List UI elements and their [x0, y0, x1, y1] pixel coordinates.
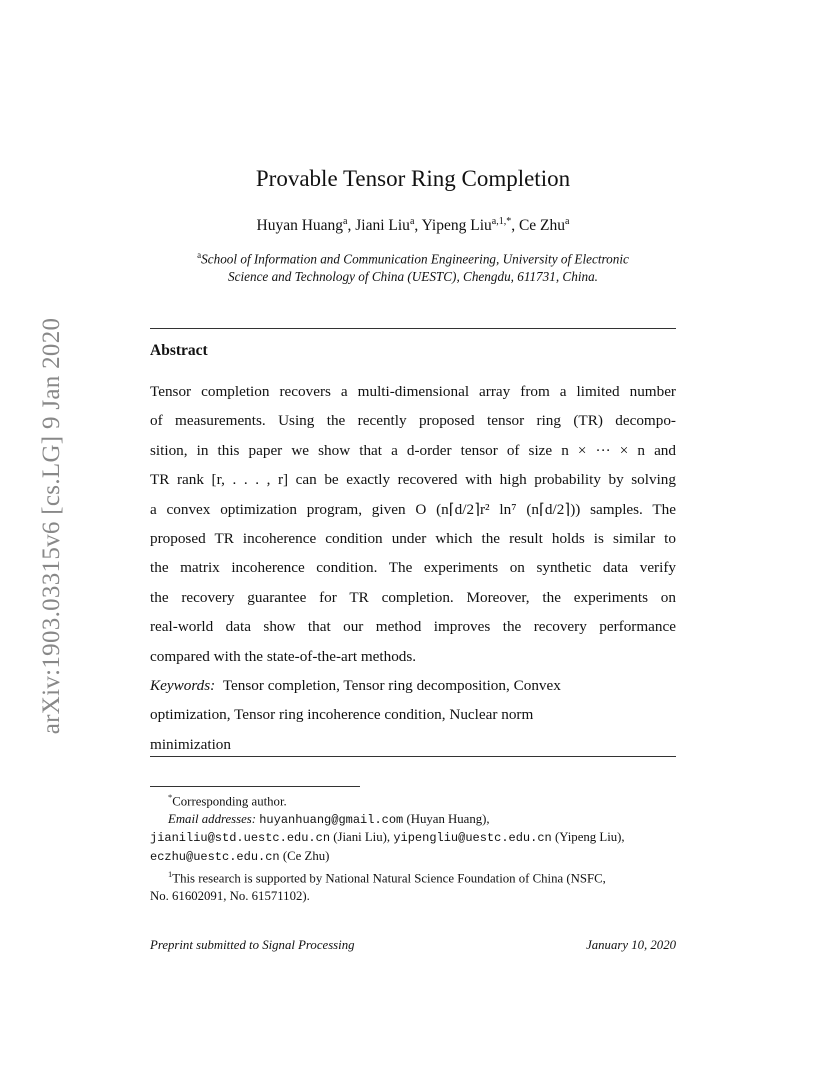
- bottom-rule: [150, 756, 676, 757]
- footnote-rule: [150, 786, 360, 787]
- abstract-line: Tensor completion recovers a multi-dimensional array from a limited number: [150, 383, 676, 400]
- footnote-funding: No. 61602091, No. 61571102).: [150, 889, 310, 904]
- keywords-line: minimization: [150, 735, 231, 753]
- abstract-line: sition, in this paper we show that a d-order tensor of size n × ··· × n and: [150, 441, 676, 459]
- arxiv-id: arXiv:1903.03315v6 [cs.LG] 9 Jan 2020: [38, 317, 65, 735]
- keywords-line: optimization, Tensor ring incoherence condition, Nuclear norm: [150, 706, 534, 724]
- abstract-line: the recovery guarantee for TR completion. Moreover, the experiments on: [150, 588, 676, 606]
- footnote-funding: $^1$This research is supported by National Natural Science Foundation of China (NSFC,: [168, 869, 606, 886]
- email-link[interactable]: jianiliu@std.uestc.edu.cn: [150, 831, 331, 846]
- top-rule: [150, 328, 676, 329]
- author-affil-mark: a: [409, 216, 415, 227]
- email-label: Email addresses:: [168, 811, 257, 826]
- author-affil-mark: a: [343, 216, 348, 227]
- footnotes: [150, 789, 676, 906]
- footnote-emails: eczhu@uestc.edu.cn (Ce Zhu): [150, 848, 330, 864]
- keywords-line: [150, 671, 676, 700]
- paper-title: Provable Tensor Ring Completion: [255, 166, 571, 191]
- author-name: Yipeng Liu: [421, 217, 492, 235]
- abstract-line: TR rank [r, . . . , r] can be exactly recovered with high probability by solving: [150, 471, 676, 489]
- author-name: Ce Zhu: [518, 217, 566, 235]
- abstract-line: of measurements. Using the recently proposed tensor ring (TR) decompo-: [150, 412, 676, 430]
- author-list: Huyan Huang$^a$, Jiani Liu$^a$, Yipeng Liu$^{a,1,*}$, Ce Zhu$^a$: [256, 216, 570, 235]
- footnote-corresponding: *Corresponding author.: [168, 792, 287, 809]
- author-affil-mark: a: [565, 216, 570, 227]
- footnote-emails: jianiliu@std.uestc.edu.cn (Jiani Liu), yipengliu@uestc.edu.cn (Yipeng Liu),: [150, 830, 625, 846]
- email-link[interactable]: eczhu@uestc.edu.cn: [150, 849, 280, 864]
- footer-date: January 10, 2020: [586, 938, 676, 952]
- footnote-emails: Email addresses: huyanhuang@gmail.com (Huyan Huang),: [168, 811, 490, 827]
- affiliation-line: School of Information and Communication Engineering, University of Electronic: [201, 251, 629, 267]
- author-name: Jiani Liu: [355, 217, 410, 235]
- abstract-heading: Abstract: [150, 342, 208, 359]
- abstract-line: proposed TR incoherence condition under which the result holds is similar to: [150, 530, 676, 548]
- keywords-label: Keywords:: [150, 677, 216, 695]
- abstract-body: [150, 377, 676, 759]
- author-name: Huyan Huang: [256, 217, 344, 235]
- affiliation: $^a$School of Information and Communication Engineering, University of Electronic Science and Technology of China (UESTC), Chengdu, 611731, China.: [197, 250, 629, 285]
- email-link[interactable]: yipengliu@uestc.edu.cn: [393, 831, 552, 846]
- preprint-note: Preprint submitted to Signal Processing: [150, 938, 355, 952]
- affiliation-line: Science and Technology of China (UESTC), Chengdu, 611731, China.: [228, 269, 598, 285]
- email-link[interactable]: huyanhuang@gmail.com: [259, 812, 404, 827]
- abstract-line: a convex optimization program, given O (n⌈d/2⌉r² ln⁷ (n⌈d/2⌉)) samples. The: [150, 500, 676, 518]
- abstract-line: real-world data show that our method improves the recovery performance: [150, 618, 676, 636]
- abstract-line: the matrix incoherence condition. The experiments on synthetic data verify: [150, 559, 676, 577]
- author-affil-mark: a,1,*: [491, 216, 512, 227]
- abstract-line: compared with the state-of-the-art methods.: [150, 647, 417, 665]
- keywords-text: Tensor completion, Tensor ring decomposition, Convex: [222, 677, 561, 695]
